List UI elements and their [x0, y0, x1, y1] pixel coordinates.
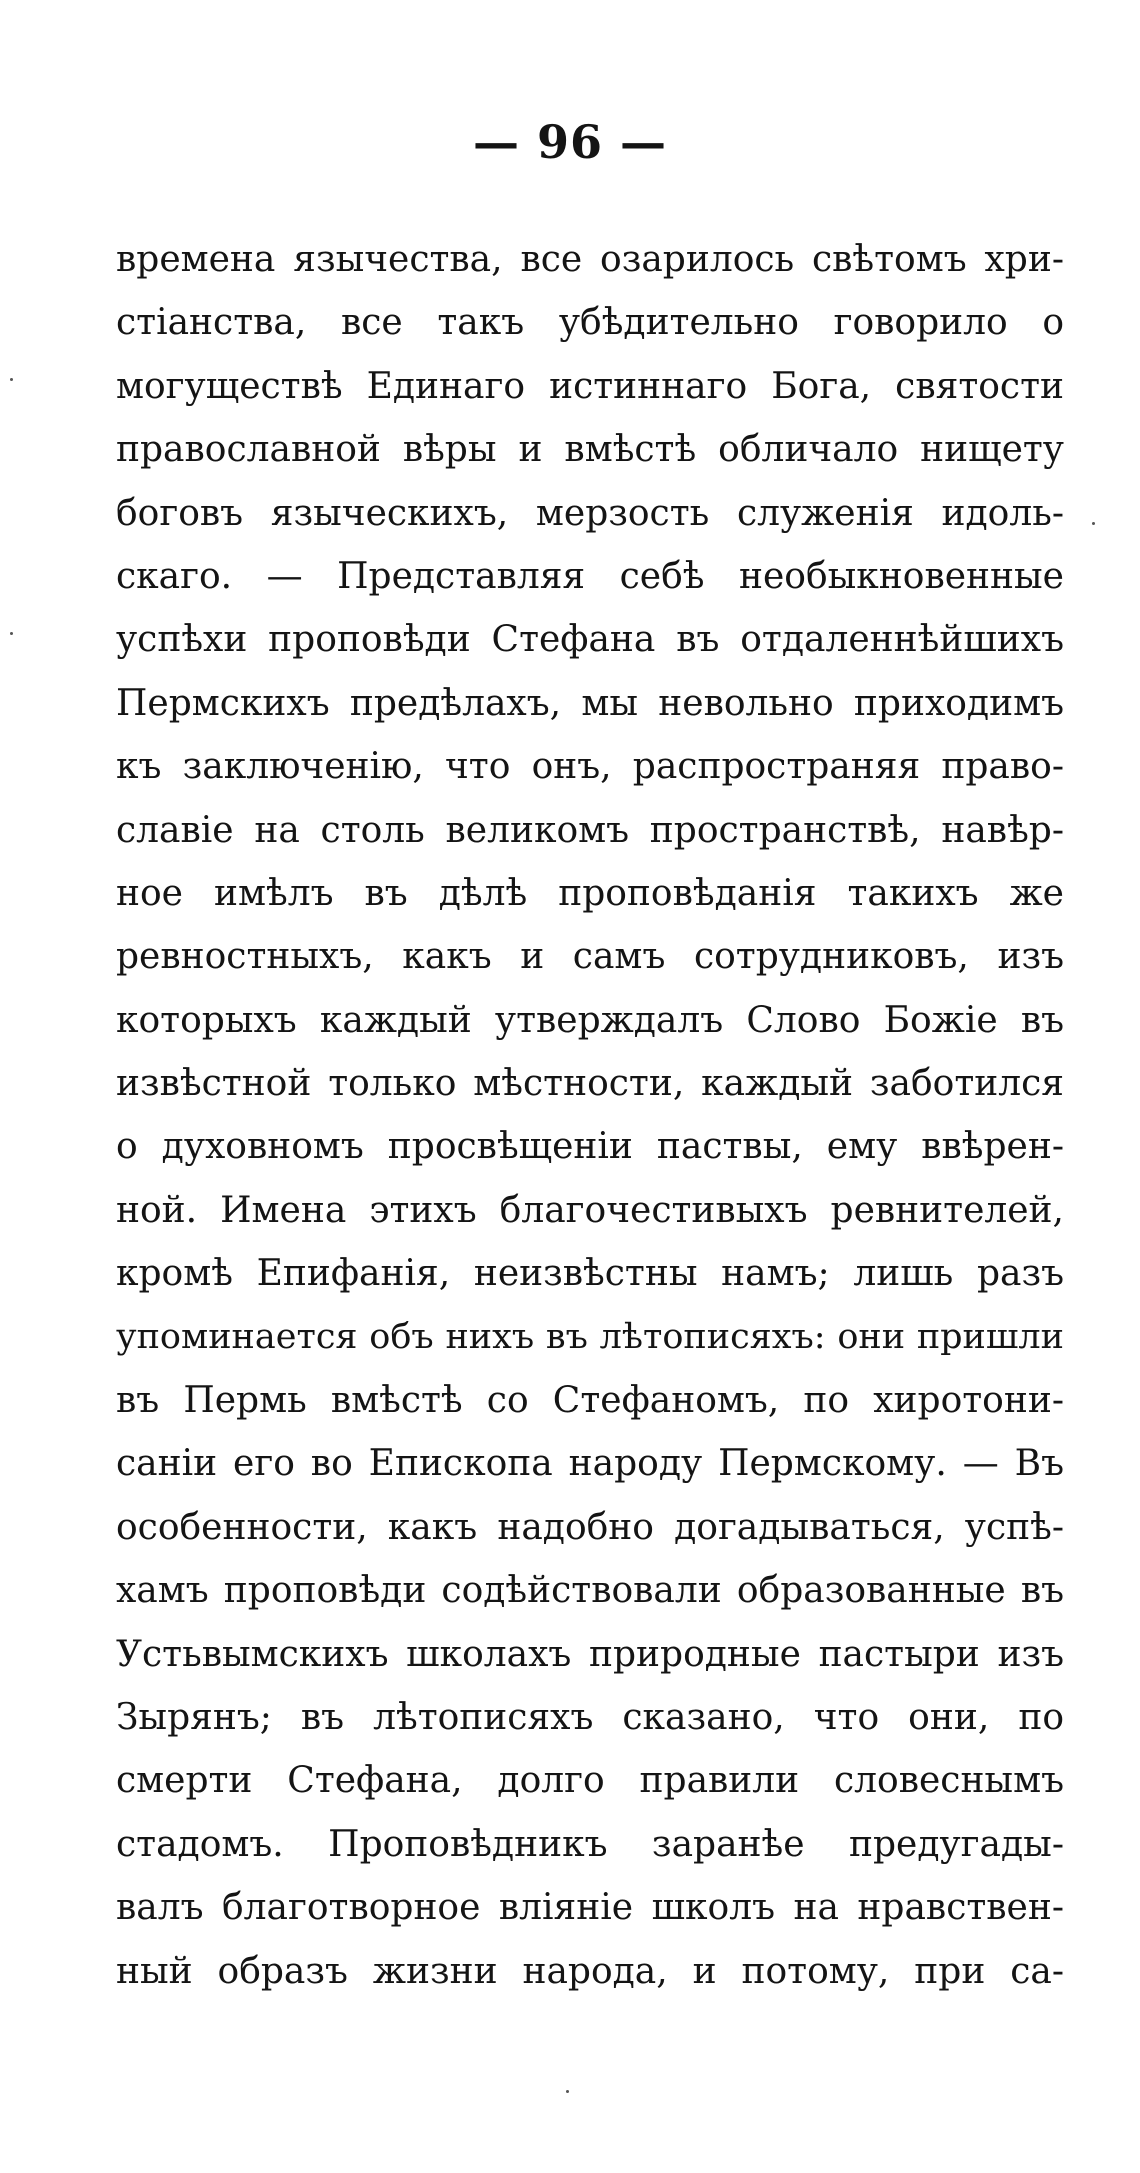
text-line: хамъ проповѣди содѣйствовали образованные въ — [116, 1570, 1064, 1612]
scan-speck — [10, 378, 13, 381]
text-line: ное имѣлъ въ дѣлѣ проповѣданія такихъ же — [116, 872, 1064, 914]
body-text — [116, 228, 1064, 2003]
scan-speck — [10, 632, 13, 635]
text-line: славіе на столь великомъ пространствѣ, навѣр- — [116, 809, 1064, 851]
text-line: къ заключенію, что онъ, распространяя право- — [116, 746, 1064, 788]
text-line: ный образъ жизни народа, и потому, при са- — [116, 1950, 1064, 1992]
text-line: стіанства, все такъ убѣдительно говорило о — [116, 302, 1064, 344]
text-line: времена язычества, все озарилось свѣтомъ хри- — [116, 239, 1064, 280]
text-line: православной вѣры и вмѣстѣ обличало нищету — [116, 429, 1064, 471]
text-line: могуществѣ Единаго истиннаго Бога, святости — [116, 365, 1064, 407]
text-line: кромѣ Епифанія, неизвѣстны намъ; лишь разъ — [116, 1253, 1064, 1295]
text-line: валъ благотворное вліяніе школъ на нравствен- — [116, 1887, 1064, 1929]
text-line: ной. Имена этихъ благочестивыхъ ревнителей, — [116, 1189, 1064, 1231]
text-line: саніи его во Епископа народу Пермскому. — Въ — [116, 1443, 1064, 1485]
text-line: которыхъ каждый утверждалъ Слово Божіе въ — [116, 999, 1064, 1041]
text-line: смерти Стефана, долго правили словеснымъ — [116, 1760, 1064, 1802]
scan-speck — [1092, 522, 1095, 525]
text-line: о духовномъ просвѣщеніи паствы, ему ввѣрен- — [116, 1126, 1064, 1168]
text-line: особенности, какъ надобно догадываться, успѣ- — [116, 1506, 1064, 1548]
text-line: стадомъ. Проповѣдникъ заранѣе предугады- — [116, 1823, 1064, 1865]
scan-speck — [566, 2090, 569, 2093]
text-line: скаго. — Представляя себѣ необыкновенные — [116, 555, 1064, 597]
text-line: упоминается объ нихъ въ лѣтописяхъ: они пришли — [116, 1316, 1064, 1357]
text-line: боговъ языческихъ, мерзость служенія идоль- — [116, 492, 1064, 534]
text-line: Зырянъ; въ лѣтописяхъ сказано, что они, по — [116, 1696, 1064, 1738]
page-number: — 96 — — [472, 115, 668, 169]
text-line: успѣхи проповѣди Стефана въ отдаленнѣйшихъ — [116, 619, 1064, 661]
text-line: въ Пермь вмѣстѣ со Стефаномъ, по хиротони- — [116, 1380, 1064, 1422]
text-line: Устьвымскихъ школахъ природные пастыри изъ — [116, 1633, 1064, 1675]
text-line: ревностныхъ, какъ и самъ сотрудниковъ, изъ — [116, 936, 1064, 978]
text-line: Пермскихъ предѣлахъ, мы невольно приходимъ — [116, 682, 1064, 724]
text-line: извѣстной только мѣстности, каждый заботился — [116, 1063, 1064, 1105]
